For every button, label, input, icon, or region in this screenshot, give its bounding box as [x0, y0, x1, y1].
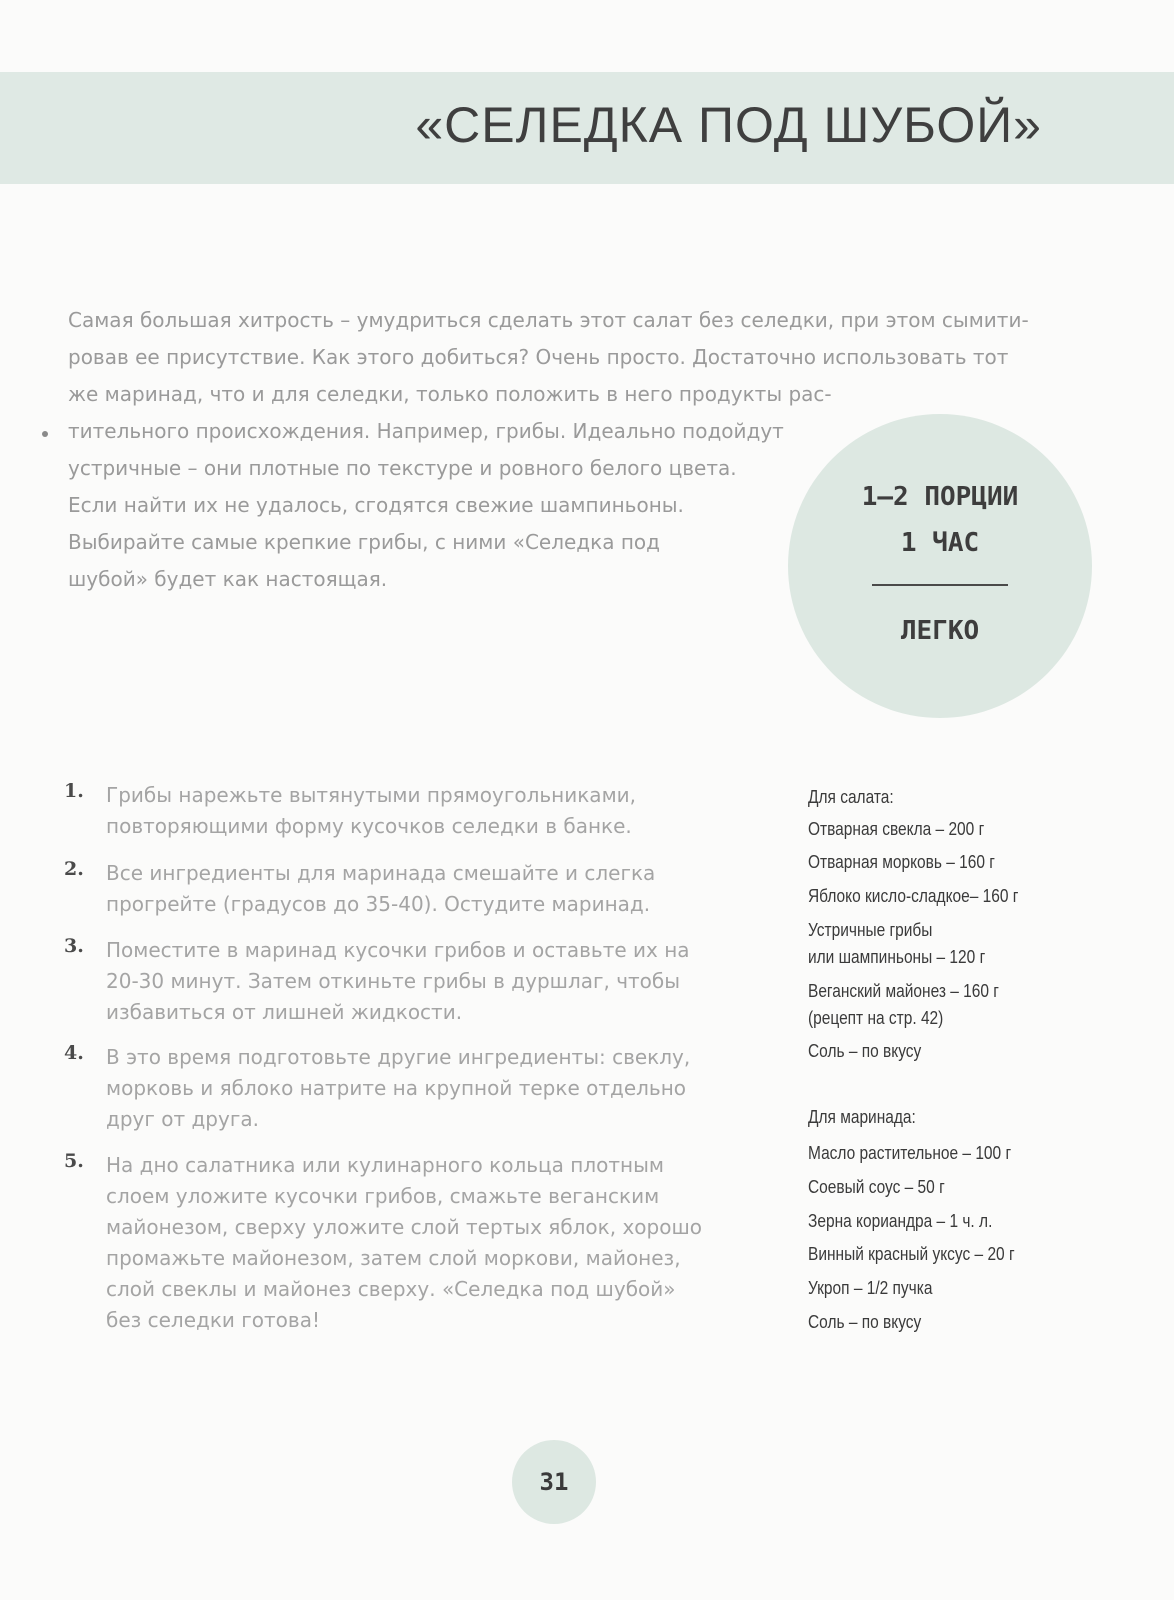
intro-line: Если найти их не удалось, сгодятся свежие шампиньоны.: [68, 493, 684, 517]
divider: [872, 584, 1008, 586]
step-line: морковь и яблоко натрите на крупной терке отдельно: [106, 1076, 687, 1100]
step-line: Все ингредиенты для маринада смешайте и слегка: [106, 861, 656, 885]
recipe-info-badge: [788, 414, 1092, 718]
step-line: повторяющими форму кусочков селедки в банке.: [106, 814, 632, 838]
marinade-heading: Для маринада:: [808, 1107, 916, 1127]
intro-line: устричные – они плотные по текстуре и ровного белого цвета.: [68, 456, 737, 480]
bullet-dot: [42, 431, 48, 437]
page-number: 31: [512, 1440, 596, 1524]
step-line: майонезом, сверху уложите слой тертых яблок, хорошо: [106, 1215, 703, 1239]
step-text: [106, 935, 746, 1028]
step-text: [106, 858, 746, 920]
ingredient-item: Устричные грибы: [808, 920, 933, 940]
step-line: На дно салатника или кулинарного кольца плотным: [106, 1153, 664, 1177]
step-number: 3.: [64, 935, 84, 957]
step-line: слой свеклы и майонез сверху. «Селедка под шубой»: [106, 1277, 676, 1301]
ingredient-item: Отварная морковь – 160 г: [808, 852, 995, 872]
ingredient-item: Укроп – 1/2 пучка: [808, 1278, 933, 1298]
ingredient-item: (рецепт на стр. 42): [808, 1008, 944, 1028]
step-line: слоем уложите кусочки грибов, смажьте веганским: [106, 1184, 660, 1208]
ingredient-item: Отварная свекла – 200 г: [808, 819, 985, 839]
intro-line: ровав ее присутствие. Как этого добиться? Очень просто. Достаточно использовать тот: [68, 345, 1009, 369]
ingredient-item: Веганский майонез – 160 г: [808, 981, 999, 1001]
intro-line: тительного происхождения. Например, грибы. Идеально подойдут: [68, 419, 784, 443]
ingredient-item: Яблоко кисло-сладкое– 160 г: [808, 886, 1019, 906]
title-band: [0, 72, 1174, 184]
intro-line: шубой» будет как настоящая.: [68, 567, 388, 591]
step-line: Грибы нарежьте вытянутыми прямоугольниками,: [106, 783, 637, 807]
ingredient-item: Зерна кориандра – 1 ч. л.: [808, 1211, 993, 1231]
difficulty-label: ЛЕГКО: [900, 616, 980, 646]
page-title: «СЕЛЕДКА ПОД ШУБОЙ»: [415, 97, 1042, 153]
step-text: [106, 780, 746, 842]
step-line: 20-30 минут. Затем откиньте грибы в дуршлаг, чтобы: [106, 969, 681, 993]
step-number: 2.: [64, 858, 84, 880]
ingredient-item: или шампиньоны – 120 г: [808, 947, 986, 967]
step-line: избавиться от лишней жидкости.: [106, 1000, 463, 1024]
step-line: друг от друга.: [106, 1107, 259, 1131]
step-text: [106, 1150, 746, 1336]
intro-line: же маринад, что и для селедки, только положить в него продукты рас-: [68, 382, 832, 406]
time-label: 1 ЧАС: [900, 528, 980, 558]
step-line: Поместите в маринад кусочки грибов и оставьте их на: [106, 938, 690, 962]
ingredient-item: Соевый соус – 50 г: [808, 1177, 945, 1197]
step-line: В это время подготовьте другие ингредиенты: свеклу,: [106, 1045, 691, 1069]
step-line: без селедки готова!: [106, 1308, 320, 1332]
ingredient-item: Соль – по вкусу: [808, 1041, 922, 1061]
intro-line: Самая большая хитрость – умудриться сделать этот салат без селедки, при этом сымити-: [68, 308, 1029, 332]
ingredient-item: Масло растительное – 100 г: [808, 1143, 1012, 1163]
step-text: [106, 1042, 746, 1135]
step-number: 5.: [64, 1150, 84, 1172]
servings-label: 1–2 ПОРЦИИ: [861, 482, 1019, 512]
step-number: 4.: [64, 1042, 84, 1064]
salad-heading: Для салата:: [808, 787, 894, 807]
step-line: промажьте майонезом, затем слой моркови, майонез,: [106, 1246, 681, 1270]
step-number: 1.: [64, 780, 84, 802]
intro-line: Выбирайте самые крепкие грибы, с ними «Селедка под: [68, 530, 660, 554]
ingredient-item: Соль – по вкусу: [808, 1312, 922, 1332]
ingredient-item: Винный красный уксус – 20 г: [808, 1244, 1015, 1264]
step-line: прогрейте (градусов до 35-40). Остудите маринад.: [106, 892, 651, 916]
